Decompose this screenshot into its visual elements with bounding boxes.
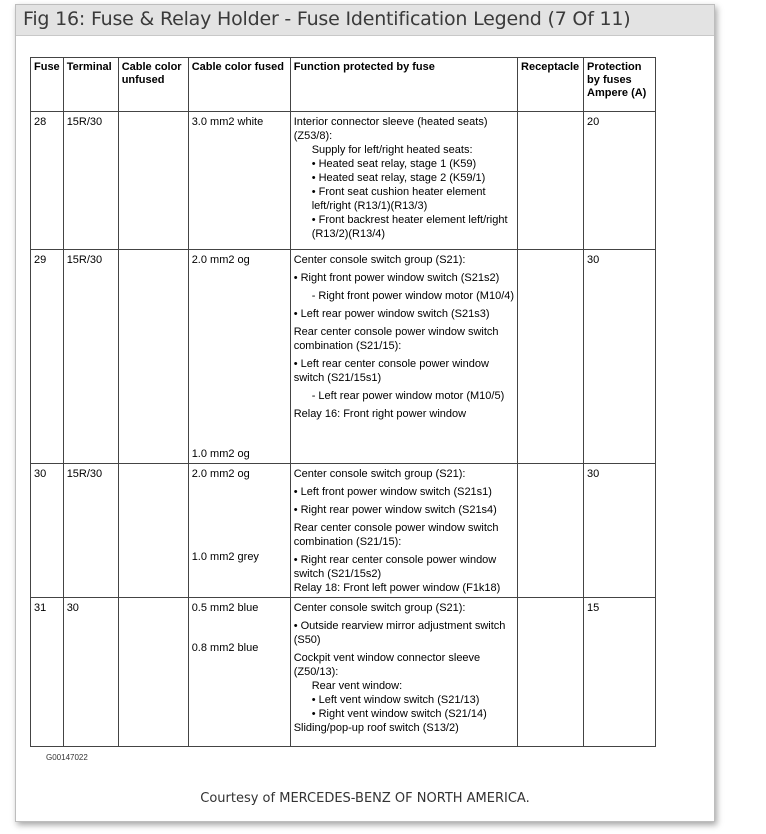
function-line: Supply for left/right heated seats:: [311, 144, 473, 156]
function-line: • Right rear power window switch (S21s4): [293, 504, 497, 516]
cable-unfused: [118, 250, 188, 464]
function-line: Cockpit vent window connector sleeve: [293, 652, 481, 664]
function-line: (Z50/13):: [293, 666, 339, 678]
function-line: Center console switch group (S21):: [293, 602, 466, 614]
ampere: 30: [584, 464, 656, 598]
ampere: 15: [584, 598, 656, 747]
cable-fused: [188, 112, 290, 250]
cable-fused: [188, 464, 290, 598]
fuse-number: 31: [31, 598, 64, 747]
figure-title: Fig 16: Fuse & Relay Holder - Fuse Identification Legend (7 Of 11): [23, 8, 631, 30]
table-header-row: [31, 58, 656, 112]
cable-fused-value: 0.5 mm2 blue: [191, 602, 259, 614]
function-line: • Right front power window switch (S21s2): [293, 272, 500, 284]
terminal: 15R/30: [63, 464, 118, 598]
function-line: Rear center console power window switch: [293, 326, 499, 338]
cable-fused-value: 2.0 mm2 og: [191, 254, 250, 266]
function-line: switch (S21/15s2): [293, 568, 382, 580]
function-line: • Front backrest heater element left/right: [311, 214, 508, 226]
header-receptacle: Receptacle: [518, 58, 584, 112]
fuse-legend-table: [30, 57, 656, 747]
fuse-number: 29: [31, 250, 64, 464]
receptacle: [518, 112, 584, 250]
function-line: • Right rear center console power window: [293, 554, 497, 566]
header-function: Function protected by fuse: [290, 58, 517, 112]
function-cell: [290, 112, 517, 250]
function-line: • Front seat cushion heater element: [311, 186, 486, 198]
function-line: • Left rear center console power window: [293, 358, 489, 370]
terminal: 30: [63, 598, 118, 747]
cable-unfused: [118, 464, 188, 598]
cable-unfused: [118, 112, 188, 250]
cable-fused-value: 2.0 mm2 og: [191, 468, 250, 480]
terminal: 15R/30: [63, 250, 118, 464]
function-line: • Left vent window switch (S21/13): [311, 694, 480, 706]
function-line: - Right front power window motor (M10/4): [311, 290, 515, 302]
function-cell: [290, 250, 517, 464]
function-line: Sliding/pop-up roof switch (S13/2): [293, 722, 459, 734]
courtesy-note: Courtesy of MERCEDES-BENZ OF NORTH AMERICA.: [200, 791, 530, 806]
header-terminal: Terminal: [63, 58, 118, 112]
cable-fused-value: 1.0 mm2 grey: [191, 551, 259, 563]
figure-code: G00147022: [46, 753, 88, 762]
table-row: [31, 464, 656, 598]
function-line: • Heated seat relay, stage 1 (K59): [311, 158, 477, 170]
function-line: • Left rear power window switch (S21s3): [293, 308, 490, 320]
cable-fused: [188, 250, 290, 464]
table-row: [31, 250, 656, 464]
function-line: • Right vent window switch (S21/14): [311, 708, 487, 720]
receptacle: [518, 250, 584, 464]
function-line: Relay 18: Front left power window (F1k18): [293, 582, 501, 594]
header-protection: Protection by fuses Ampere (A): [584, 58, 656, 112]
table-row: [31, 598, 656, 747]
function-line: (S50): [293, 634, 321, 646]
function-line: combination (S21/15):: [293, 536, 402, 548]
function-line: (Z53/8):: [293, 130, 333, 142]
cable-fused-value: 3.0 mm2 white: [191, 116, 264, 128]
function-line: • Heated seat relay, stage 2 (K59/1): [311, 172, 486, 184]
table-row: [31, 112, 656, 250]
function-line: Center console switch group (S21):: [293, 254, 466, 266]
function-line: left/right (R13/1)(R13/3): [311, 200, 428, 212]
cable-fused-value: 0.8 mm2 blue: [191, 642, 259, 654]
function-line: • Outside rearview mirror adjustment switch: [293, 620, 506, 632]
function-cell: [290, 464, 517, 598]
fuse-number: 30: [31, 464, 64, 598]
function-line: Center console switch group (S21):: [293, 468, 466, 480]
cable-fused: [188, 598, 290, 747]
figure-frame: [15, 4, 715, 822]
header-cable-unfused: Cable color unfused: [118, 58, 188, 112]
function-cell: [290, 598, 517, 747]
cable-unfused: [118, 598, 188, 747]
terminal: 15R/30: [63, 112, 118, 250]
function-line: Rear center console power window switch: [293, 522, 499, 534]
function-line: • Left front power window switch (S21s1): [293, 486, 492, 498]
function-line: switch (S21/15s1): [293, 372, 382, 384]
receptacle: [518, 464, 584, 598]
function-line: Relay 16: Front right power window: [293, 408, 467, 420]
header-cable-fused: Cable color fused: [188, 58, 290, 112]
ampere: 30: [584, 250, 656, 464]
title-bar: [16, 5, 714, 36]
fuse-number: 28: [31, 112, 64, 250]
function-line: Interior connector sleeve (heated seats): [293, 116, 488, 128]
cable-fused-value: 1.0 mm2 og: [191, 448, 250, 460]
ampere: 20: [584, 112, 656, 250]
function-line: combination (S21/15):: [293, 340, 402, 352]
function-line: (R13/2)(R13/4): [311, 228, 386, 240]
function-line: Rear vent window:: [311, 680, 403, 692]
receptacle: [518, 598, 584, 747]
header-fuse: Fuse: [31, 58, 64, 112]
function-line: - Left rear power window motor (M10/5): [311, 390, 505, 402]
